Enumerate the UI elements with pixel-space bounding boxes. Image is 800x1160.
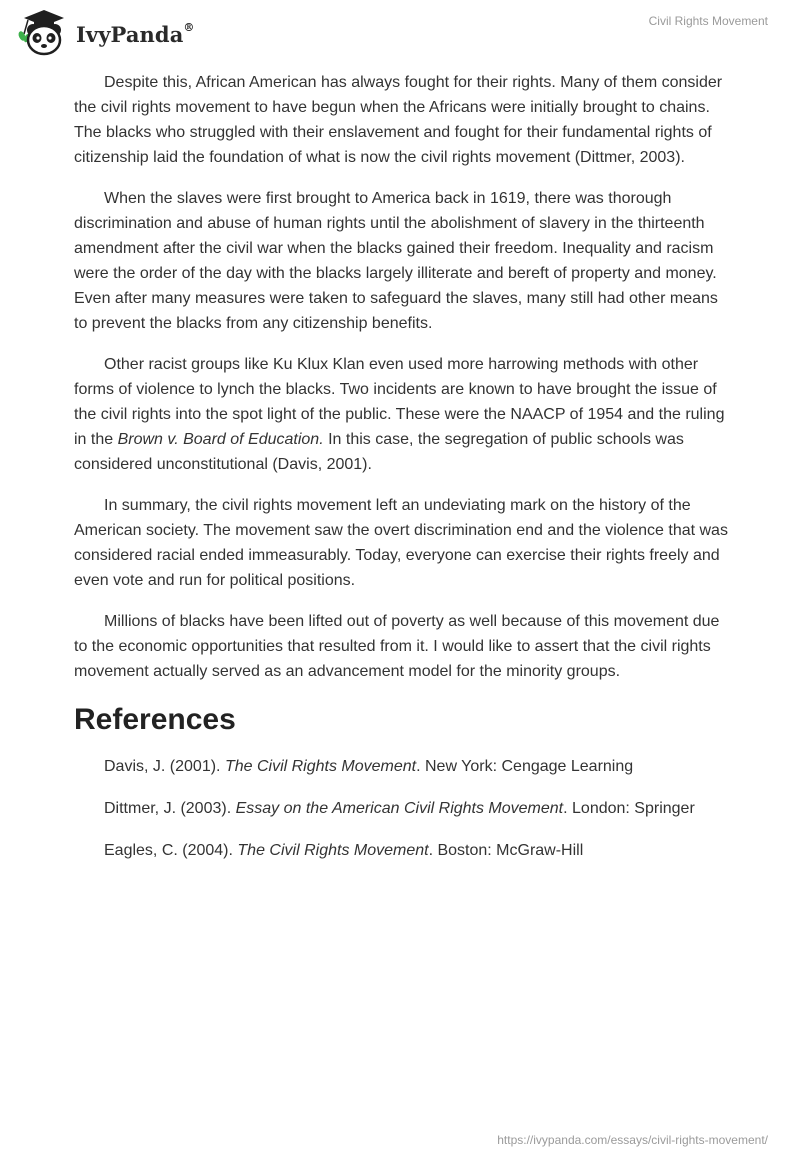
page-header: [0, 0, 800, 60]
reference-publisher: . London: Springer: [563, 800, 695, 817]
paragraph-4: In summary, the civil rights movement left an undeviating mark on the history of the American society. The movement saw the overt discrimination end and the violence that was considered racial ended immeasurably. Today, everyone can exercise their rights freely and even vote and run for political positions.: [74, 497, 728, 589]
reference-item: [104, 840, 734, 862]
paragraph-5: Millions of blacks have been lifted out of poverty as well because of this movement due to the economic opportunities that resulted from it. I would like to assert that the civil rights movement actually served as an advancement model for the minority groups.: [74, 613, 720, 680]
registered-mark: ®: [183, 20, 195, 34]
reference-publisher: . Boston: McGraw-Hill: [428, 842, 584, 859]
reference-author: Dittmer, J. (2003).: [104, 800, 236, 817]
case-title: Brown v. Board of Education.: [117, 431, 324, 448]
paragraph-1: Despite this, African American has always fought for their rights. Many of them consider the civil rights movement to have begun when the Africans were initially brought to chains. The blacks who struggled with their enslavement and fought for their fundamental rights of citizenship laid the foundation of what is now the civil rights movement (Dittmer, 2003).: [74, 74, 723, 166]
references-heading: References: [74, 703, 236, 736]
paragraph-3-before: Other racist groups like Ku Klux Klan even used more harrowing methods with other forms of violence to lynch the blacks. Two incidents are known to have brought the issue of the civil rights into the spot light of the public. These were the NAACP of 1954 and the ruling in the: [74, 356, 725, 448]
paragraph-2: When the slaves were first brought to America back in 1619, there was thorough discrimination and abuse of human rights until the abolishment of slavery in the thirteenth amendment after the civil war when the blacks gained their freedom. Inequality and racism were the order of the day with the blacks largely illiterate and bereft of property and money. Even after many measures were taken to safeguard the slaves, many still had other means to prevent the blacks from any citizenship benefits.: [74, 190, 718, 332]
reference-publisher: . New York: Cengage Learning: [416, 758, 634, 775]
paragraph-3: [74, 352, 734, 477]
reference-author: Eagles, C. (2004).: [104, 842, 238, 859]
logo-wordmark: [76, 22, 195, 47]
panda-graduate-icon: [14, 8, 72, 56]
reference-item: [104, 756, 734, 778]
logo-text: IvyPanda: [76, 21, 184, 47]
reference-author: Davis, J. (2001).: [104, 758, 225, 775]
reference-item: [104, 798, 734, 820]
source-url-link[interactable]: https://ivypanda.com/essays/civil-rights-movement/: [497, 1133, 768, 1147]
essay-body: [74, 70, 734, 882]
reference-title: The Civil Rights Movement: [224, 758, 417, 775]
paragraph-3-after: In this case, the segregation of public schools was considered unconstitutional (Davis, 2001).: [74, 431, 684, 473]
running-title: Civil Rights Movement: [648, 14, 768, 28]
ivypanda-logo[interactable]: [14, 8, 195, 56]
reference-title: The Civil Rights Movement: [237, 842, 429, 859]
reference-title: Essay on the American Civil Rights Movement: [235, 800, 564, 817]
